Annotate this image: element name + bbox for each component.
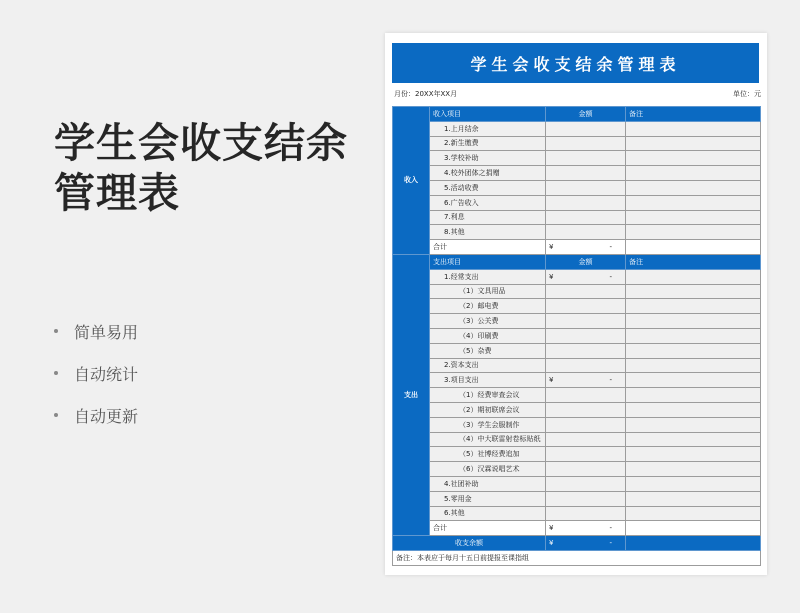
amount-cell[interactable] [546, 225, 626, 240]
amount-cell[interactable] [546, 462, 626, 477]
amount-cell[interactable] [546, 343, 626, 358]
income-item: 5.活动收费 [430, 180, 546, 195]
amount-cell[interactable] [546, 432, 626, 447]
amount-cell[interactable] [546, 402, 626, 417]
unit-label: 单位：元 [733, 90, 761, 98]
table-row [393, 136, 761, 151]
note-cell[interactable] [626, 432, 761, 447]
table-row [393, 225, 761, 240]
bullet-icon [54, 413, 58, 417]
note-cell[interactable] [626, 195, 761, 210]
income-item: 2.新生缴费 [430, 136, 546, 151]
amount-cell[interactable] [546, 195, 626, 210]
table-row [393, 402, 761, 417]
expense-item: （1）文具用品 [430, 284, 546, 299]
income-item: 8.其他 [430, 225, 546, 240]
amount-cell[interactable] [546, 151, 626, 166]
income-item: 4.校外团体之捐赠 [430, 166, 546, 181]
table-row [393, 476, 761, 491]
bullet-icon [54, 329, 58, 333]
note-cell[interactable] [626, 491, 761, 506]
table-row [393, 299, 761, 314]
expense-item: （3）学生会服制作 [430, 417, 546, 432]
amount-cell[interactable]: ¥ - [546, 269, 626, 284]
note-cell[interactable] [626, 166, 761, 181]
table-row [393, 210, 761, 225]
note-cell[interactable] [626, 462, 761, 477]
table-row [393, 284, 761, 299]
page-title-line2: 管理表 [54, 169, 180, 217]
feature-list [54, 310, 138, 436]
amount-cell[interactable]: ¥ - [546, 373, 626, 388]
balance-label: 收支余额 [393, 536, 546, 551]
income-note-header: 备注 [626, 107, 761, 122]
table-row [393, 314, 761, 329]
amount-cell[interactable] [546, 136, 626, 151]
page-title [54, 118, 348, 218]
sheet-meta [394, 89, 761, 103]
note-cell[interactable] [626, 136, 761, 151]
note-cell[interactable] [626, 402, 761, 417]
income-header-row [393, 107, 761, 122]
income-item: 6.广告收入 [430, 195, 546, 210]
ledger-table [392, 106, 761, 566]
table-row [393, 328, 761, 343]
sheet-banner: 学生会收支结余管理表 [392, 43, 759, 83]
expense-item: 4.社团补助 [430, 476, 546, 491]
note-cell[interactable] [626, 506, 761, 521]
expense-item: （6）汉霖说唱艺术 [430, 462, 546, 477]
income-item: 3.学校补助 [430, 151, 546, 166]
note-cell[interactable] [626, 521, 761, 536]
footnote-row [393, 550, 761, 565]
expense-total-row [393, 521, 761, 536]
expense-item: 2.资本支出 [430, 358, 546, 373]
amount-cell[interactable] [546, 121, 626, 136]
note-cell[interactable] [626, 240, 761, 255]
bullet-icon [54, 371, 58, 375]
amount-cell[interactable] [546, 284, 626, 299]
amount-cell[interactable] [546, 506, 626, 521]
expense-item: 5.零用金 [430, 491, 546, 506]
note-cell[interactable] [626, 328, 761, 343]
income-total-amount: ¥ - [546, 240, 626, 255]
note-cell[interactable] [626, 151, 761, 166]
amount-cell[interactable] [546, 476, 626, 491]
expense-item: （5）杂费 [430, 343, 546, 358]
expense-item: （2）期初联席会议 [430, 402, 546, 417]
expense-item: 3.项目支出 [430, 373, 546, 388]
table-row [393, 195, 761, 210]
expense-total-amount: ¥ - [546, 521, 626, 536]
balance-row [393, 536, 761, 551]
expense-item: （4）印刷费 [430, 328, 546, 343]
amount-cell[interactable] [546, 314, 626, 329]
table-row [393, 269, 761, 284]
footnote: 备注：本表应于每月十五日前提报至课指组 [393, 550, 761, 565]
table-row [393, 121, 761, 136]
expense-category: 支出 [393, 254, 430, 535]
income-category: 收入 [393, 107, 430, 255]
note-cell[interactable] [626, 269, 761, 284]
note-cell[interactable] [626, 210, 761, 225]
feature-item: 自动统计 [54, 352, 138, 394]
amount-cell[interactable] [546, 358, 626, 373]
note-cell[interactable] [626, 536, 761, 551]
amount-cell[interactable] [546, 417, 626, 432]
month-label: 月份：20XX年XX月 [394, 90, 458, 98]
table-row [393, 462, 761, 477]
note-cell[interactable] [626, 388, 761, 403]
note-cell[interactable] [626, 314, 761, 329]
amount-cell[interactable] [546, 299, 626, 314]
note-cell[interactable] [626, 476, 761, 491]
income-amount-header: 金额 [546, 107, 626, 122]
income-total-label: 合计 [430, 240, 546, 255]
expense-item: （4）中大联雷射卷标贴纸 [430, 432, 546, 447]
expense-item: （3）公关费 [430, 314, 546, 329]
feature-item: 自动更新 [54, 394, 138, 436]
table-row [393, 358, 761, 373]
page-title-line1: 学生会收支结余 [54, 119, 348, 167]
note-cell[interactable] [626, 447, 761, 462]
table-row [393, 373, 761, 388]
expense-note-header: 备注 [626, 254, 761, 269]
expense-header-row [393, 254, 761, 269]
table-row [393, 491, 761, 506]
amount-cell[interactable] [546, 447, 626, 462]
table-row [393, 506, 761, 521]
table-row [393, 432, 761, 447]
amount-cell[interactable] [546, 166, 626, 181]
income-item-header: 收入项目 [430, 107, 546, 122]
note-cell[interactable] [626, 284, 761, 299]
expense-item-header: 支出项目 [430, 254, 546, 269]
note-cell[interactable] [626, 358, 761, 373]
expense-item: （1）经费审查会议 [430, 388, 546, 403]
feature-item: 简单易用 [54, 310, 138, 352]
note-cell[interactable] [626, 225, 761, 240]
expense-total-label: 合计 [430, 521, 546, 536]
note-cell[interactable] [626, 180, 761, 195]
income-total-row [393, 240, 761, 255]
note-cell[interactable] [626, 417, 761, 432]
income-item: 1.上月结余 [430, 121, 546, 136]
note-cell[interactable] [626, 343, 761, 358]
spreadsheet-preview [385, 33, 767, 575]
note-cell[interactable] [626, 299, 761, 314]
table-row [393, 166, 761, 181]
note-cell[interactable] [626, 121, 761, 136]
expense-item: 1.经常支出 [430, 269, 546, 284]
table-row [393, 151, 761, 166]
expense-item: 6.其他 [430, 506, 546, 521]
table-row [393, 417, 761, 432]
table-row [393, 388, 761, 403]
expense-amount-header: 金额 [546, 254, 626, 269]
table-row [393, 447, 761, 462]
table-row [393, 343, 761, 358]
amount-cell[interactable] [546, 388, 626, 403]
table-row [393, 180, 761, 195]
amount-cell[interactable] [546, 180, 626, 195]
note-cell[interactable] [626, 373, 761, 388]
amount-cell[interactable] [546, 328, 626, 343]
expense-item: （5）社博经费追加 [430, 447, 546, 462]
expense-item: （2）邮电费 [430, 299, 546, 314]
amount-cell[interactable] [546, 210, 626, 225]
balance-amount: ¥ - [546, 536, 626, 551]
amount-cell[interactable] [546, 491, 626, 506]
income-item: 7.利息 [430, 210, 546, 225]
